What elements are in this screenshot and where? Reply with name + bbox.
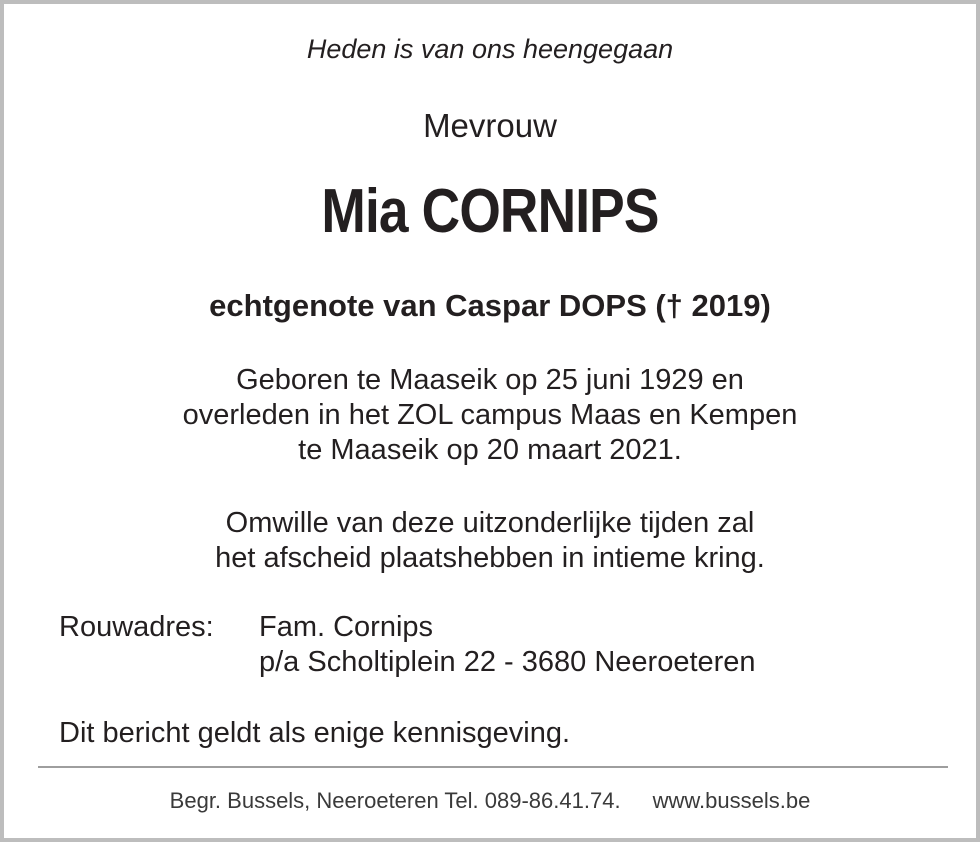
website-link[interactable]: www.bussels.be bbox=[652, 788, 811, 813]
farewell-line: Omwille van deze uitzonderlijke tijden zal bbox=[225, 507, 755, 539]
address-line: p/a Scholtiplein 22 - 3680 Neeroeteren bbox=[259, 646, 756, 678]
undertaker-info: Begr. Bussels, Neeroeteren Tel. 089-86.41.74. bbox=[169, 788, 621, 813]
salutation: Mevrouw bbox=[423, 107, 557, 144]
deceased-name: Mia CORNIPS bbox=[321, 177, 659, 246]
address-label: Rouwadres: bbox=[59, 611, 214, 643]
footer bbox=[4, 787, 976, 815]
farewell-line: het afscheid plaatshebben in intieme kring. bbox=[215, 542, 765, 574]
notice-line: Dit bericht geldt als enige kennisgeving. bbox=[59, 717, 571, 749]
farewell-paragraph bbox=[4, 506, 976, 576]
birth-death-line: overleden in het ZOL campus Maas en Kempen bbox=[182, 399, 798, 431]
address-lines bbox=[259, 610, 756, 680]
birth-death-line: te Maaseik op 20 maart 2021. bbox=[298, 434, 682, 466]
intro-line: Heden is van ons heengegaan bbox=[306, 34, 674, 64]
birth-death-paragraph bbox=[4, 363, 976, 468]
birth-death-line: Geboren te Maaseik op 25 juni 1929 en bbox=[236, 364, 744, 396]
address-line: Fam. Cornips bbox=[259, 611, 434, 643]
footer-divider bbox=[38, 766, 948, 768]
spouse-line: echtgenote van Caspar DOPS († 2019) bbox=[209, 288, 771, 323]
